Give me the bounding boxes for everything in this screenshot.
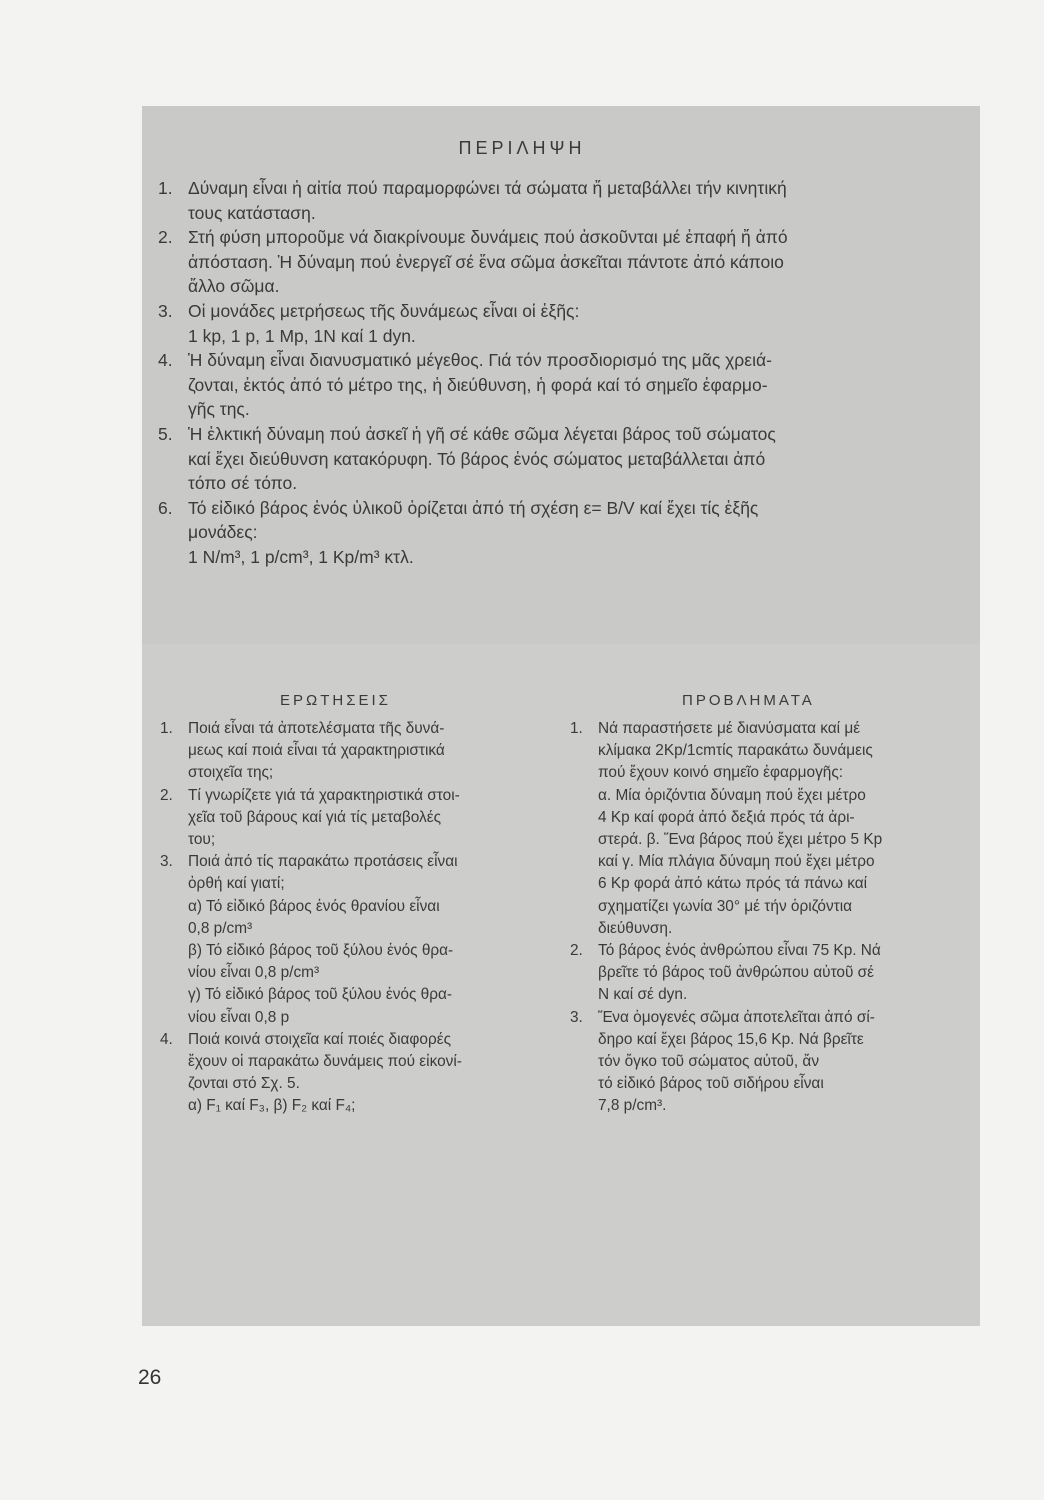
problems-item-line: Νά παραστήσετε μέ διανύσματα καί μέ — [598, 720, 861, 737]
problems-item-line: σχηματίζει γωνία 30° μέ τήν ὁριζόντια — [598, 897, 853, 915]
summary-item-number: 6. — [158, 497, 173, 518]
questions-item-line: Ποιά εἶναι τά ἀποτελέσματα τῆς δυνά- — [188, 720, 445, 737]
problems-item-line: πού ἔχουν κοινό σημεῖο ἐφαρμογῆς: — [598, 764, 844, 782]
questions-item-line: Ποιά ἀπό τίς παρακάτω προτάσεις εἶναι — [188, 853, 458, 871]
problems-list — [570, 718, 980, 1118]
questions-item-line: γ) Τό εἰδικό βάρος τοῦ ξύλου ἑνός θρα- — [188, 986, 453, 1004]
problems-item — [570, 1007, 980, 1118]
problems-item-line: Τό βάρος ἑνός ἀνθρώπου εἶναι 75 Kp. Νά — [598, 942, 881, 960]
questions-item-line: ὀρθή καί γιατί; — [188, 875, 285, 893]
summary-item — [158, 299, 968, 348]
questions-item-line: μεως καί ποιά εἶναι τά χαρακτηριστικά — [188, 742, 445, 760]
problems-item-line: Ἕνα ὁμογενές σῶμα ἀποτελεῖται ἀπό σί- — [598, 1008, 875, 1026]
problems-item-line: τόν ὄγκο τοῦ σώματος αὐτοῦ, ἄν — [598, 1053, 820, 1071]
questions-item-number: 1. — [160, 720, 173, 737]
problems-item-line: κλίμακα 2Kp/1cmτίς παρακάτω δυνάμεις — [598, 742, 873, 760]
questions-item — [160, 785, 555, 852]
problems-item-line: τό εἰδικό βάρος τοῦ σιδήρου εἶναι — [598, 1075, 824, 1093]
summary-item-line: ζονται, ἐκτός ἀπό τό μέτρο της, ἡ διεύθυνση, ἡ φορά καί τό σημεῖο ἐφαρμο- — [188, 374, 768, 395]
problems-item-line: 7,8 p/cm³. — [598, 1097, 667, 1115]
problems-item-line: α. Μία ὁριζόντια δύναμη πού ἔχει μέτρο — [598, 786, 866, 804]
questions-item-line: του; — [188, 831, 216, 849]
questions-item-line: νίου εἶναι 0,8 p/cm³ — [188, 964, 320, 982]
summary-item-line: ἀπόσταση. Ἡ δύναμη πού ἐνεργεῖ σέ ἕνα σῶμα ἀσκεῖται πάντοτε ἀπό κάποιο — [188, 251, 784, 272]
summary-item-line: μονάδες: — [188, 522, 258, 543]
summary-item-line: Τό εἰδικό βάρος ἑνός ὑλικοῦ ὁρίζεται ἀπό τή σχέση ε= B/V καί ἔχει τίς ἑξῆς — [188, 497, 759, 518]
questions-item-line: 0,8 p/cm³ — [188, 919, 253, 937]
questions-item-line: ζονται στό Σχ. 5. — [188, 1075, 300, 1093]
problems-item — [570, 940, 980, 1007]
questions-item-number: 4. — [160, 1030, 173, 1048]
summary-item — [158, 496, 968, 570]
page-number: 26 — [138, 1366, 162, 1389]
questions-item-line: β) Τό εἰδικό βάρος τοῦ ξύλου ἑνός θρα- — [188, 942, 454, 960]
problems-item — [570, 718, 980, 940]
summary-title: ΠΕΡΙΛΗΨΗ — [458, 138, 586, 158]
summary-item — [158, 348, 968, 422]
summary-item-line: τόπο σέ τόπο. — [188, 473, 298, 494]
questions-item-line: στοιχεῖα της; — [188, 764, 274, 782]
problems-item-number: 1. — [570, 720, 583, 737]
problems-item-line: 6 Kp φορά ἀπό κάτω πρός τά πάνω καί — [598, 875, 868, 893]
summary-item — [158, 176, 968, 225]
problems-item-line: N καί σέ dyn. — [598, 986, 688, 1004]
questions-item — [160, 851, 555, 1029]
problems-title: ΠΡΟΒΛΗΜΑΤΑ — [682, 692, 815, 709]
summary-item-line: Οἱ μονάδες μετρήσεως τῆς δυνάμεως εἶναι οἱ ἑξῆς: — [188, 300, 580, 321]
questions-item-line: Ποιά κοινά στοιχεῖα καί ποιές διαφορές — [188, 1030, 451, 1048]
summary-item-line: τους κατάσταση. — [188, 202, 316, 223]
summary-item-number: 1. — [158, 178, 173, 198]
questions-item-line: α) F₁ καί F₃, β) F₂ καί F₄; — [188, 1097, 356, 1115]
questions-item-line: α) Τό εἰδικό βάρος ἑνός θρανίου εἶναι — [188, 897, 440, 915]
summary-item-line: Στή φύση μποροῦμε νά διακρίνουμε δυνάμεις πού ἀσκοῦνται μέ ἐπαφή ἤ ἀπό — [188, 227, 788, 248]
summary-item-number: 4. — [158, 350, 173, 371]
questions-list — [160, 718, 555, 1118]
summary-item-line: ἄλλο σῶμα. — [188, 276, 280, 297]
questions-item-number: 2. — [160, 786, 173, 804]
summary-item-line: καί ἔχει διεύθυνση κατακόρυφη. Τό βάρος ἑνός σώματος μεταβάλλεται ἀπό — [188, 448, 766, 469]
problems-item-line: δηρο καί ἔχει βάρος 15,6 Kp. Νά βρεῖτε — [598, 1030, 864, 1048]
summary-item-line: γῆς της. — [188, 399, 250, 420]
questions-item — [160, 1029, 555, 1118]
summary-list — [158, 176, 968, 570]
problems-item-line: 4 Kp καί φορά ἀπό δεξιά πρός τά ἀρι- — [598, 808, 855, 826]
questions-title: ΕΡΩΤΗΣΕΙΣ — [280, 692, 391, 709]
questions-item-line: ἔχουν οἱ παρακάτω δυνάμεις πού εἰκονί- — [188, 1053, 462, 1071]
problems-item-line: βρεῖτε τό βάρος τοῦ ἀνθρώπου αὐτοῦ σέ — [598, 964, 875, 982]
problems-item-line: καί γ. Μία πλάγια δύναμη πού ἔχει μέτρο — [598, 853, 875, 871]
problems-item-line: διεύθυνση. — [598, 919, 673, 937]
summary-item-line: 1 N/m³, 1 p/cm³, 1 Kp/m³ κτλ. — [188, 546, 414, 567]
questions-item-line: νίου εἶναι 0,8 p — [188, 1008, 290, 1026]
questions-item — [160, 718, 555, 785]
summary-item-number: 2. — [158, 227, 173, 248]
summary-item — [158, 422, 968, 496]
summary-item-line: Ἡ δύναμη εἶναι διανυσματικό μέγεθος. Γιά τόν προσδιορισμό της μᾶς χρειά- — [188, 350, 772, 371]
questions-item-number: 3. — [160, 853, 173, 871]
summary-item-number: 3. — [158, 300, 173, 321]
problems-item-number: 3. — [570, 1008, 583, 1026]
summary-item-line: Ἡ ἑλκτική δύναμη πού ἀσκεῖ ἡ γῆ σέ κάθε σῶμα λέγεται βάρος τοῦ σώματος — [188, 423, 776, 444]
questions-item-line: χεῖα τοῦ βάρους καί γιά τίς μεταβολές — [188, 808, 441, 826]
summary-item — [158, 225, 968, 299]
summary-item-line: Δύναμη εἶναι ἡ αἰτία πού παραμορφώνει τά σώματα ἤ μεταβάλλει τήν κινητική — [188, 178, 787, 198]
summary-item-line: 1 kp, 1 p, 1 Mp, 1N καί 1 dyn. — [188, 325, 416, 346]
problems-item-number: 2. — [570, 942, 583, 960]
summary-item-number: 5. — [158, 423, 173, 444]
questions-item-line: Τί γνωρίζετε γιά τά χαρακτηριστικά στοι- — [188, 786, 460, 804]
problems-item-line: στερά. β. Ἕνα βάρος πού ἔχει μέτρο 5 Kp — [598, 831, 883, 849]
